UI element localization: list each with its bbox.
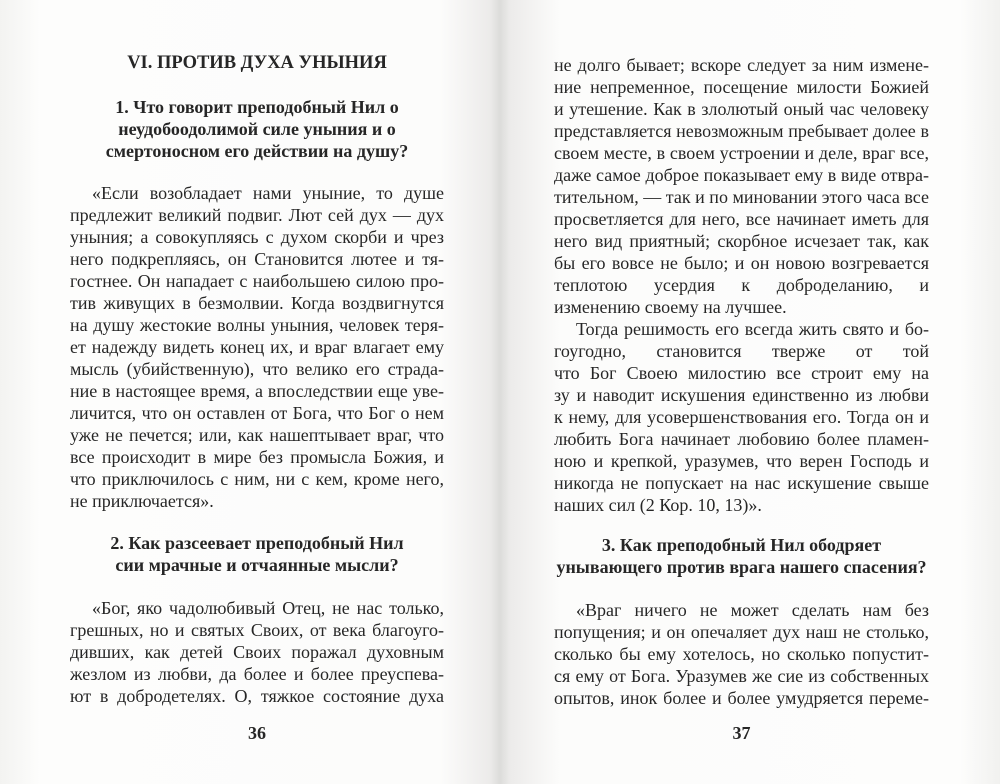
- text-line: бы его вовсе не было; и он новою возгревается: [554, 253, 929, 273]
- text-line: смертоносном его действии на душу?: [105, 141, 409, 161]
- text-line: своем месте, в своем устроении и деле, враг все,: [554, 143, 929, 163]
- text-line: попущения; и он опечаляет дух наш не столько,: [554, 622, 929, 642]
- left-page: [70, 0, 444, 784]
- text-line: «Враг ничего не может сделать нам без: [576, 600, 929, 620]
- chapter-title: [70, 52, 444, 74]
- text-line: предлежит великий подвиг. Лют сей дух — дух: [70, 205, 444, 225]
- paragraph: [70, 182, 444, 512]
- text-line: не приключается».: [70, 491, 214, 511]
- text-line: сколько бы ему хотелось, но сколько попустит-: [554, 644, 929, 664]
- right-page: [554, 0, 929, 784]
- text-line: все происходит в мире без промысла Божия, и: [70, 447, 444, 467]
- section-heading: [70, 96, 444, 162]
- page-number: 37: [732, 723, 751, 743]
- text-line: мысль (убийственную), что велико его страда-: [70, 359, 444, 379]
- text-line: даже самое доброе показывает ему в виде отвра-: [554, 165, 929, 185]
- text-line: не долго бывает; вскоре следует за ним измене-: [554, 55, 929, 75]
- page-number: 36: [248, 723, 266, 743]
- paragraph: [70, 597, 444, 707]
- paragraph: [554, 54, 929, 318]
- paragraph: [554, 318, 929, 516]
- text-line: «Если возобладает нами уныние, то душе: [92, 183, 444, 203]
- text-line: ние непременное, посещение милости Божией: [554, 77, 929, 97]
- text-line: гостнее. Он нападает с наибольшею силою про-: [70, 271, 444, 291]
- text-line: уныния; а совокупляясь с духом скорби и чрез: [70, 227, 444, 247]
- text-line: «Бог, яко чадолюбивый Отец, не нас только,: [92, 598, 444, 618]
- text-line: ют в добродетелях. О, тяжкое состояние духа: [70, 686, 444, 706]
- text-line: грешных, но и святых Своих, от века благоуго-: [70, 620, 444, 640]
- text-line: ет надежду видеть конец их, и враг влагает ему: [70, 337, 444, 357]
- text-line: жезлом из любви, да более и более преуспева-: [70, 664, 444, 684]
- text-line: ся ему от Бога. Уразумев же сие из собственных: [554, 666, 929, 686]
- text-line: любить Бога начинает любовию более пламен-: [554, 429, 929, 449]
- text-line: и утешение. Как в злолютый оный час человеку: [554, 99, 929, 119]
- section-heading: [554, 534, 929, 578]
- text-line: опытов, инок более и более умудряется переме-: [554, 688, 929, 708]
- text-line: 2. Как разсеевает преподобный Нил: [110, 533, 404, 553]
- text-line: неудобоодолимой силе уныния и о: [118, 119, 396, 139]
- text-line: к нему, для усовершенствования его. Тогда он и: [554, 407, 929, 427]
- text-line: Тогда решимость его всегда жить свято и бо-: [576, 319, 929, 339]
- text-line: гоугодно, становится тверже от той: [554, 341, 929, 361]
- text-line: зу и наводит искушения единственно из любви: [554, 385, 929, 405]
- text-line: 3. Как преподобный Нил ободряет: [601, 535, 882, 555]
- text-line: просветляется для него, все начинает иметь для: [554, 209, 929, 229]
- text-line: уже не печется; или, как нашептывает враг, что: [70, 425, 444, 445]
- text-line: личится, что он оставлен от Бога, что Бог о нем: [70, 403, 444, 423]
- text-line: дивших, как детей Своих поражал духовным: [70, 642, 444, 662]
- text-line: теплотою усердия к доброделанию, и: [554, 275, 929, 295]
- section-heading: [70, 532, 444, 576]
- text-line: что приключилось с ним, ни с кем, кроме него,: [70, 469, 444, 489]
- text-line: сии мрачные и отчаянные мысли?: [115, 555, 399, 575]
- paragraph: [554, 599, 929, 709]
- text-line: тив живущих в безмолвии. Когда воздвигнутся: [70, 293, 444, 313]
- text-line: наших сил (2 Кор. 10, 13)».: [554, 495, 762, 515]
- text-line: 1. Что говорит преподобный Нил о: [115, 97, 399, 117]
- text-line: ние в настоящее время, а впоследствии еще уве-: [70, 381, 444, 401]
- text-line: изменению своему на лучшее.: [554, 297, 787, 317]
- text-line: унывающего против врага нашего спасения?: [556, 557, 927, 577]
- text-line: что Бог Своею милостию все строит ему на: [554, 363, 929, 383]
- text-line: представляется невозможным пребывает долее в: [554, 121, 929, 141]
- text-line: него подкрепляясь, он Становится лютее и тя-: [70, 249, 444, 269]
- text-line: ною и крепкой, уразумев, что верен Господь и: [554, 451, 929, 471]
- text-line: тительном, — так и по миновании этого часа все: [554, 187, 929, 207]
- text-line: VI. ПРОТИВ ДУХА УНЫНИЯ: [127, 53, 387, 73]
- text-line: на душу жестокие волны уныния, человек теря-: [70, 315, 444, 335]
- text-line: никогда не попускает на нас искушение свыше: [554, 473, 929, 493]
- text-line: него вид приятный; скорбное исчезает так, как: [554, 231, 929, 251]
